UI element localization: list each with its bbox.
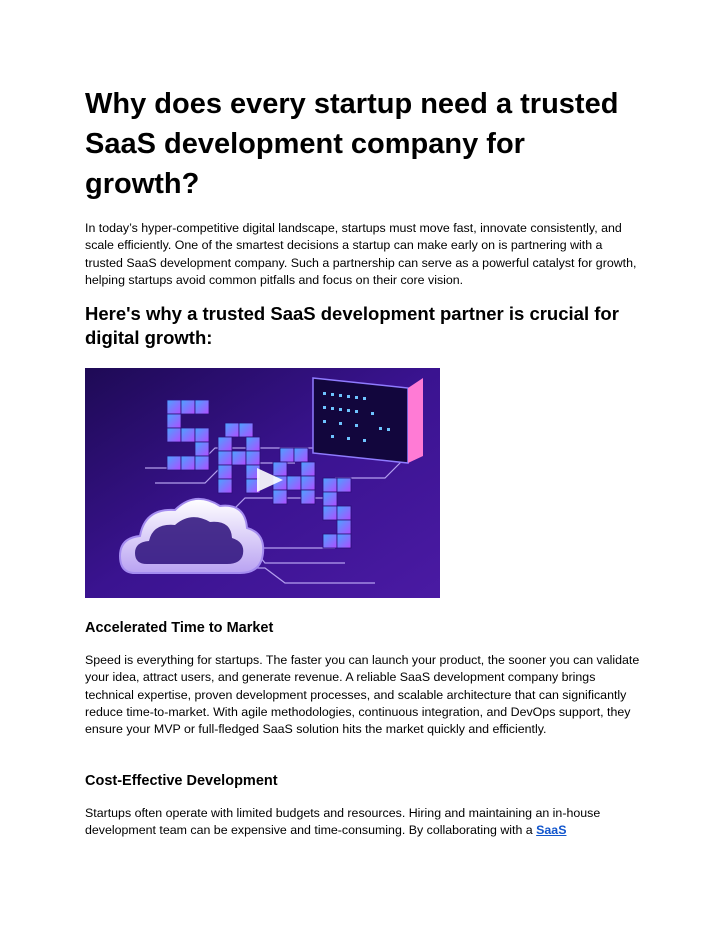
- section-body-cost-effective: [85, 805, 641, 840]
- intro-paragraph: In today’s hyper-competitive digital landscape, startups must move fast, innovate consistently, and scale efficiently. One of the smartest decisions a startup can make early on is partnering with a trusted SaaS development company. Such a partnership can serve as a powerful catalyst for growth, helping startups avoid common pitfalls and focus on their core vision.: [85, 221, 637, 287]
- hero-image: [85, 368, 440, 598]
- page-title: Why does every startup need a trusted SaaS development company for growth?: [85, 88, 619, 200]
- saas-illustration: [85, 368, 440, 598]
- cost-effective-text: Startups often operate with limited budgets and resources. Hiring and maintaining an in-house development team can be expensive and time-consuming. By collaborating with a: [85, 806, 601, 838]
- section-heading-time-to-market: Accelerated Time to Market: [85, 620, 274, 636]
- section-subtitle: Here's why a trusted SaaS development partner is crucial for digital growth:: [85, 303, 619, 348]
- section-body-time-to-market: Speed is everything for startups. The faster you can launch your product, the sooner you can validate your idea, attract users, and generate revenue. A reliable SaaS development company brings technical expertise, proven development processes, and scalable architecture that can significantly reduce time-to-market. With agile methodologies, continuous integration, and DevOps support, they ensure your MVP or full-fledged SaaS solution hits the market quickly and efficiently.: [85, 653, 640, 737]
- saas-link[interactable]: SaaS: [536, 823, 567, 838]
- section-heading-cost-effective: Cost-Effective Development: [85, 773, 278, 789]
